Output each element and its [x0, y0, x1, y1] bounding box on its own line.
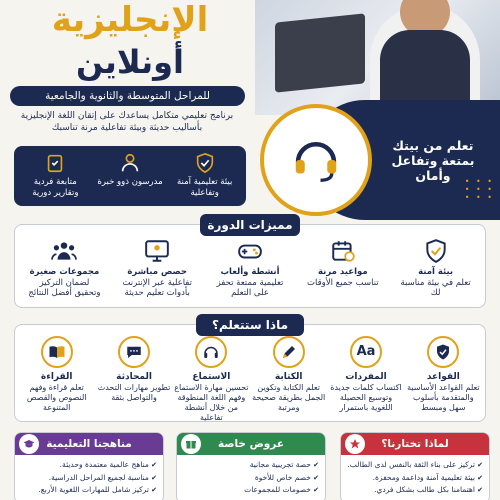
why-us-card [340, 432, 490, 500]
hero-description: برنامج تعليمي متكامل يساعدك على إتقان اللغة الإنجليزية بأساليب حديثة وبيئة تفاعلية مرنة تناسبك [20, 111, 234, 133]
shield-check-icon [194, 152, 216, 174]
list-item: ✔ خصم خاص للأخوة [183, 472, 319, 485]
list-item: ✔ حصة تجريبية مجانية [183, 459, 319, 472]
list-item: ✔ بيئة تعليمية آمنة وداعمة ومحفزة. [347, 472, 483, 485]
learn-title: ماذا ستتعلم؟ [196, 314, 304, 336]
learn-listening: الاستماع تحسين مهارة الاستماع وفهم اللغة المنطوقة من خلال أنشطة تفاعلية [173, 336, 249, 422]
gift-icon [185, 438, 197, 450]
hero-title: الإنجليزية [51, 0, 209, 40]
curriculum-header: مناهجنا التعليمية [15, 433, 163, 455]
why-us-header: لماذا تختارنا؟ [341, 433, 489, 455]
headset-badge [260, 104, 372, 216]
top-features-panel [14, 146, 246, 206]
hero-subtitle: للمراحل المتوسطة والثانوية والجامعية [10, 86, 245, 106]
promo-text: تعلم من بيتك بمتعة وتفاعل وأمان [391, 138, 475, 183]
headphones-icon [202, 343, 220, 361]
group-icon [51, 238, 77, 264]
star-icon [349, 438, 361, 450]
list-item: ✔ مناهج عالمية معتمدة وحديثة. [21, 459, 157, 472]
features-row [14, 238, 486, 306]
student-photo [255, 0, 500, 115]
pencil-icon [280, 343, 298, 361]
offers-card [176, 432, 326, 500]
hero-title-secondary: أونلاين [76, 43, 184, 81]
book-icon [48, 343, 66, 361]
feature-live-classes: حصص مباشرة تفاعلية عبر الإنترنت بأدوات تعليم حديثة [119, 238, 195, 306]
curriculum-list [21, 459, 157, 497]
features-title: مميزات الدورة [200, 214, 300, 236]
top-feature-tracking: متابعة فردية وتقارير دورية [20, 152, 90, 200]
why-us-list [347, 459, 483, 497]
offers-header: عروض خاصة [177, 433, 325, 455]
teacher-icon [119, 152, 141, 174]
calendar-icon [330, 238, 356, 264]
top-feature-safe: بيئة تعليمية آمنة وتفاعلية [170, 152, 240, 200]
chat-icon [125, 343, 143, 361]
top-feature-teachers: مدرسون ذوو خبرة [95, 152, 165, 200]
feature-games: أنشطة وألعاب تعليمية ممتعة تحفز على التعلم [212, 238, 288, 306]
learn-vocabulary: Aa المفردات اكتساب كلمات جديدة وتوسيع الحصيلة اللغوية باستمرار [328, 336, 404, 422]
hero-section [0, 0, 500, 212]
learn-speaking: المحادثة تطوير مهارات التحدث والتواصل بثقة [96, 336, 172, 422]
feature-small-groups: مجموعات صغيرة لضمان التركيز وتحقيق أفضل النتائج [26, 238, 102, 306]
promo-banner [260, 100, 500, 210]
clipboard-check-icon [44, 152, 66, 174]
headset-icon [289, 133, 343, 187]
list-item: ✔ مناسبة لجميع المراحل الدراسية. [21, 472, 157, 485]
gamepad-icon [237, 238, 263, 264]
feature-safe-env: بيئة آمنة تعلم في بيئة مناسبة لك [398, 238, 474, 306]
curriculum-card [14, 432, 164, 500]
list-item: ✔ اهتمامنا بكل طالب بشكل فردي. [347, 484, 483, 497]
learn-row [14, 336, 486, 422]
offers-list [183, 459, 319, 497]
learn-grammar: القواعد تعلم القواعد الأساسية والمتقدمة بأسلوب سهل ومبسط [405, 336, 481, 422]
student-image [370, 5, 480, 115]
shield-check-icon [434, 343, 452, 361]
aa-icon: Aa [356, 344, 376, 359]
list-item: ✔ تركيز شامل للمهارات اللغوية الأربع. [21, 484, 157, 497]
laptop-image [275, 13, 365, 92]
list-item: ✔ تركيز على بناء الثقة بالنفس لدى الطالب. [347, 459, 483, 472]
dots-decoration: • • • • • • • • • [464, 177, 494, 202]
monitor-icon [144, 238, 170, 264]
learn-reading: القراءة تعلم قراءة وفهم النصوص والقصص المتنوعة [19, 336, 95, 422]
list-item: ✔ خصومات للمجموعات [183, 484, 319, 497]
graduation-cap-icon [23, 438, 35, 450]
feature-flexible-times: مواعيد مرنة تناسب جميع الأوقات [305, 238, 381, 306]
learn-writing: الكتابة تعلم الكتابة وتكوين الجمل بطريقة صحيحة ومرتبة [251, 336, 327, 422]
shield-check-icon [423, 238, 449, 264]
